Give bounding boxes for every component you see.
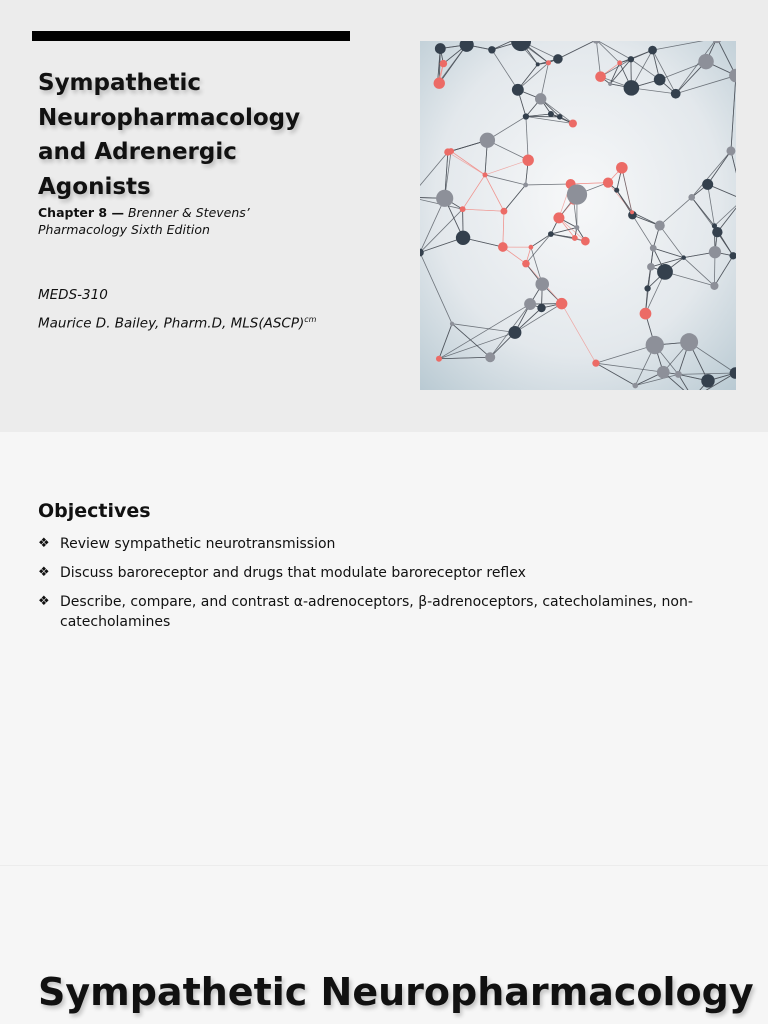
slide-title: Sympathetic Neuropharmacology and Adrenergic Agonists (38, 70, 301, 200)
network-node (709, 246, 721, 258)
title-slide (0, 0, 768, 432)
network-node (529, 245, 534, 250)
network-node (569, 119, 577, 127)
network-node (523, 113, 529, 119)
network-node (654, 74, 666, 86)
network-node (647, 263, 655, 271)
network-node (501, 208, 508, 215)
list-item (38, 563, 728, 583)
network-node (617, 60, 622, 65)
network-node (608, 82, 612, 86)
network-node (485, 352, 495, 362)
objectives-heading: Objectives (38, 500, 151, 522)
network-node (488, 46, 495, 53)
network-node (675, 371, 682, 378)
network-node (535, 93, 546, 104)
network-node (480, 133, 495, 148)
network-node (523, 182, 528, 187)
book-reference: Brenner & Stevens’ Pharmacology Sixth Edition (38, 205, 250, 237)
network-node (546, 60, 551, 65)
bullet-icon: ❖ (38, 565, 50, 580)
network-node (572, 235, 578, 241)
network-node (616, 162, 628, 174)
network-node (498, 242, 508, 252)
network-node (553, 212, 564, 223)
objectives-list (38, 534, 728, 641)
chapter-label: Chapter 8 — (38, 205, 124, 220)
author-line (38, 315, 316, 332)
network-node (657, 366, 670, 379)
network-node (556, 298, 567, 309)
network-node (548, 231, 554, 237)
network-node (450, 322, 454, 326)
network-node (726, 146, 735, 155)
network-node (624, 80, 640, 96)
network-node (553, 54, 563, 64)
network-node (657, 264, 673, 280)
network-node (440, 60, 447, 67)
network-node (567, 184, 587, 204)
network-node (671, 89, 681, 99)
network-node (548, 111, 554, 117)
section-title-slide (0, 866, 768, 1024)
network-node (522, 260, 530, 268)
network-node (630, 210, 634, 214)
section-title: Sympathetic Neuropharmacology (38, 970, 754, 1014)
network-node (509, 326, 522, 339)
network-node (702, 179, 713, 190)
network-node (603, 177, 613, 187)
network-node (681, 255, 686, 260)
neural-network-image (420, 41, 736, 390)
network-node (536, 62, 540, 66)
author-name: Maurice D. Bailey, Pharm.D, MLS(ASCP) (38, 315, 305, 332)
network-node (640, 308, 652, 320)
objective-text: Discuss baroreceptor and drugs that modulate baroreceptor reflex (60, 565, 526, 581)
network-node (434, 81, 441, 88)
list-item (38, 534, 728, 554)
network-node (436, 356, 442, 362)
network-node (648, 46, 657, 55)
network-node (592, 360, 599, 367)
network-node (701, 374, 714, 387)
network-node (456, 231, 470, 245)
network-node (557, 114, 563, 120)
bullet-icon: ❖ (38, 594, 50, 609)
course-code: MEDS-310 (38, 287, 108, 303)
list-item (38, 592, 728, 632)
network-node (435, 43, 446, 54)
author-credential-sup: cm (304, 315, 317, 324)
objective-text: Review sympathetic neurotransmission (60, 536, 336, 552)
objectives-slide (0, 432, 768, 866)
network-node (436, 190, 453, 207)
network-node (632, 383, 638, 389)
network-node (655, 221, 665, 231)
network-node (650, 245, 657, 252)
network-node (574, 225, 579, 230)
network-node (680, 333, 698, 351)
network-node (512, 84, 524, 96)
objective-text: Describe, compare, and contrast α-adrenoceptors, β-adrenoceptors, catecholamines, non-catecholamines (60, 594, 693, 630)
chapter-subtitle (38, 204, 328, 238)
network-node (444, 148, 451, 155)
bullet-icon: ❖ (38, 536, 50, 551)
network-node (581, 237, 590, 246)
network-node (712, 227, 722, 237)
network-node (710, 282, 718, 290)
network-node (535, 277, 549, 291)
network-node (688, 194, 695, 201)
network-node (522, 154, 533, 165)
network-node (628, 56, 634, 62)
network-node (698, 54, 713, 69)
network-node (537, 304, 545, 312)
network-node (524, 298, 536, 310)
network-node (646, 336, 664, 354)
network-node (614, 188, 619, 193)
network-node (644, 285, 650, 291)
network-node (482, 172, 487, 177)
network-node (460, 206, 466, 212)
title-accent-bar (32, 31, 350, 41)
network-node (595, 71, 606, 82)
